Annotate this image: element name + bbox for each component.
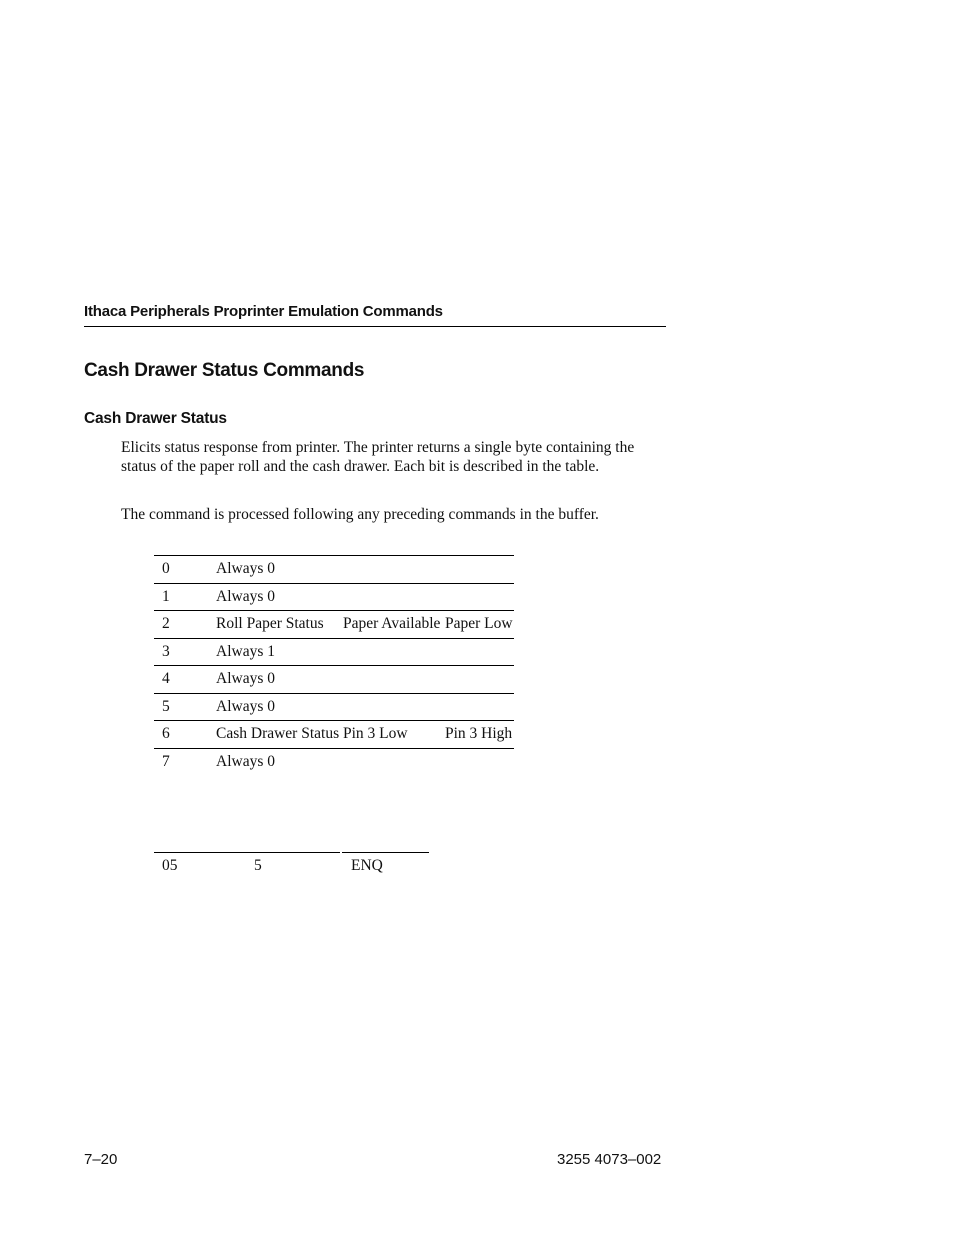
bit-value-0 [343,556,445,584]
bit-value-1 [445,666,514,694]
bit-number: 1 [154,583,216,611]
section-title: Cash Drawer Status Commands [84,360,365,381]
subsection-title: Cash Drawer Status [84,410,227,427]
table-row [154,556,514,584]
bit-function: Always 0 [216,666,343,694]
bit-function: Roll Paper Status [216,611,343,639]
bit-value-1: Paper Low [445,611,514,639]
bit-number: 5 [154,693,216,721]
table-row [154,638,514,666]
table-row [154,748,514,775]
bit-function: Cash Drawer Status [216,721,343,749]
bit-value-0 [343,638,445,666]
bit-value-1 [445,748,514,775]
bit-value-1 [445,693,514,721]
bit-value-0: Pin 3 Low [343,721,445,749]
bit-value-1 [445,556,514,584]
running-header: Ithaca Peripherals Proprinter Emulation Commands [84,303,666,327]
bit-number: 2 [154,611,216,639]
table-row [154,693,514,721]
code-ascii: ENQ [342,853,429,876]
bit-value-1 [445,638,514,666]
table-row [154,666,514,694]
bit-value-0 [343,666,445,694]
bit-value-0 [343,693,445,721]
table-row [154,721,514,749]
bit-number: 6 [154,721,216,749]
bit-value-1 [445,583,514,611]
table-row [154,611,514,639]
status-bit-table [154,555,514,775]
processing-note-paragraph: The command is processed following any preceding commands in the buffer. [121,506,599,523]
bit-function: Always 0 [216,556,343,584]
bit-number: 4 [154,666,216,694]
command-code-table [154,852,429,876]
bit-function: Always 0 [216,583,343,611]
bit-number: 7 [162,752,170,770]
page-number: 7–20 [84,1151,118,1168]
table-row [154,583,514,611]
bit-function: Always 0 [216,752,275,770]
code-decimal: 5 [254,853,340,876]
description-paragraph: Elicits status response from printer. The printer returns a single byte containing the status of the paper roll and the cash drawer. Each bit is described in the table. [121,439,635,475]
bit-number: 0 [154,556,216,584]
table-row [154,853,429,876]
bit-value-0 [343,748,445,775]
bit-value-0: Paper Available [343,611,445,639]
bit-value-0 [343,583,445,611]
bit-number: 3 [154,638,216,666]
bit-function: Always 0 [216,693,343,721]
bit-function: Always 1 [216,638,343,666]
document-number: 3255 4073–002 [557,1151,662,1168]
bit-value-1: Pin 3 High [445,721,514,749]
code-hex: 05 [154,853,254,876]
